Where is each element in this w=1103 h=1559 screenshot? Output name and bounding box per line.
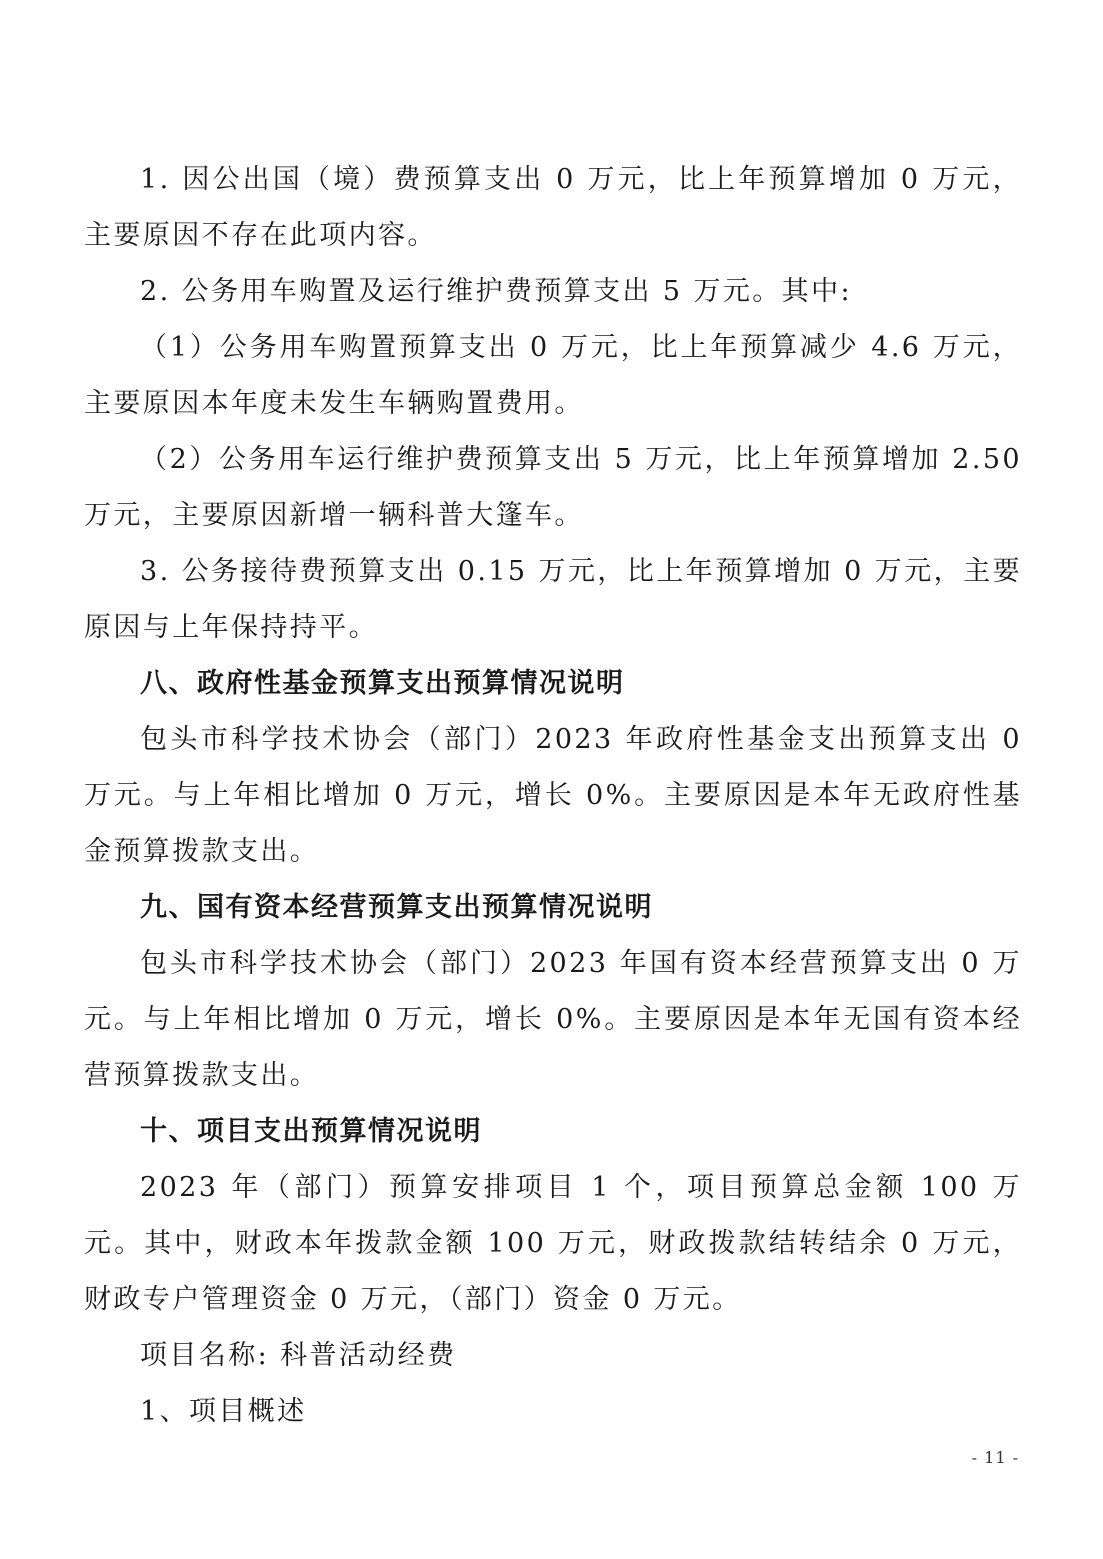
- para-project-budget: 2023 年（部门）预算安排项目 1 个，项目预算总金额 100 万元。其中，财政本年拨款金额 100 万元，财政拨款结转结余 0 万元，财政专户管理资金 0 万元，（部门）资金 0 万元。: [84, 1172, 1022, 1315]
- page-number: - 11 -: [971, 1448, 1019, 1467]
- para-project-name: 项目名称: 科普活动经费: [140, 1340, 457, 1371]
- heading-section-8: 八、政府性基金预算支出预算情况说明: [140, 668, 625, 699]
- para-vehicle-total: 2. 公务用车购置及运行维护费预算支出 5 万元。其中:: [140, 276, 852, 307]
- para-gov-fund: 包头市科学技术协会（部门）2023 年政府性基金支出预算支出 0 万元。与上年相比增加 0 万元，增长 0%。主要原因是本年无政府性基金预算拨款支出。: [84, 724, 1022, 867]
- heading-section-10: 十、项目支出预算情况说明: [140, 1116, 482, 1147]
- document-body: [84, 152, 1022, 1440]
- para-state-capital: 包头市科学技术协会（部门）2023 年国有资本经营预算支出 0 万元。与上年相比增加 0 万元，增长 0%。主要原因是本年无国有资本经营预算拨款支出。: [84, 948, 1022, 1091]
- para-vehicle-purchase: （1）公务用车购置预算支出 0 万元，比上年预算减少 4.6 万元，主要原因本年度未发生车辆购置费用。: [84, 332, 1022, 419]
- para-reception: 3. 公务接待费预算支出 0.15 万元，比上年预算增加 0 万元，主要原因与上年保持持平。: [84, 556, 1022, 643]
- para-vehicle-maintenance: （2）公务用车运行维护费预算支出 5 万元，比上年预算增加 2.50 万元，主要原因新增一辆科普大篷车。: [84, 444, 1022, 531]
- para-foreign-travel: 1. 因公出国（境）费预算支出 0 万元，比上年预算增加 0 万元，主要原因不存在此项内容。: [84, 164, 1022, 251]
- para-project-overview: 1、项目概述: [140, 1396, 307, 1427]
- heading-section-9: 九、国有资本经营预算支出预算情况说明: [140, 892, 653, 923]
